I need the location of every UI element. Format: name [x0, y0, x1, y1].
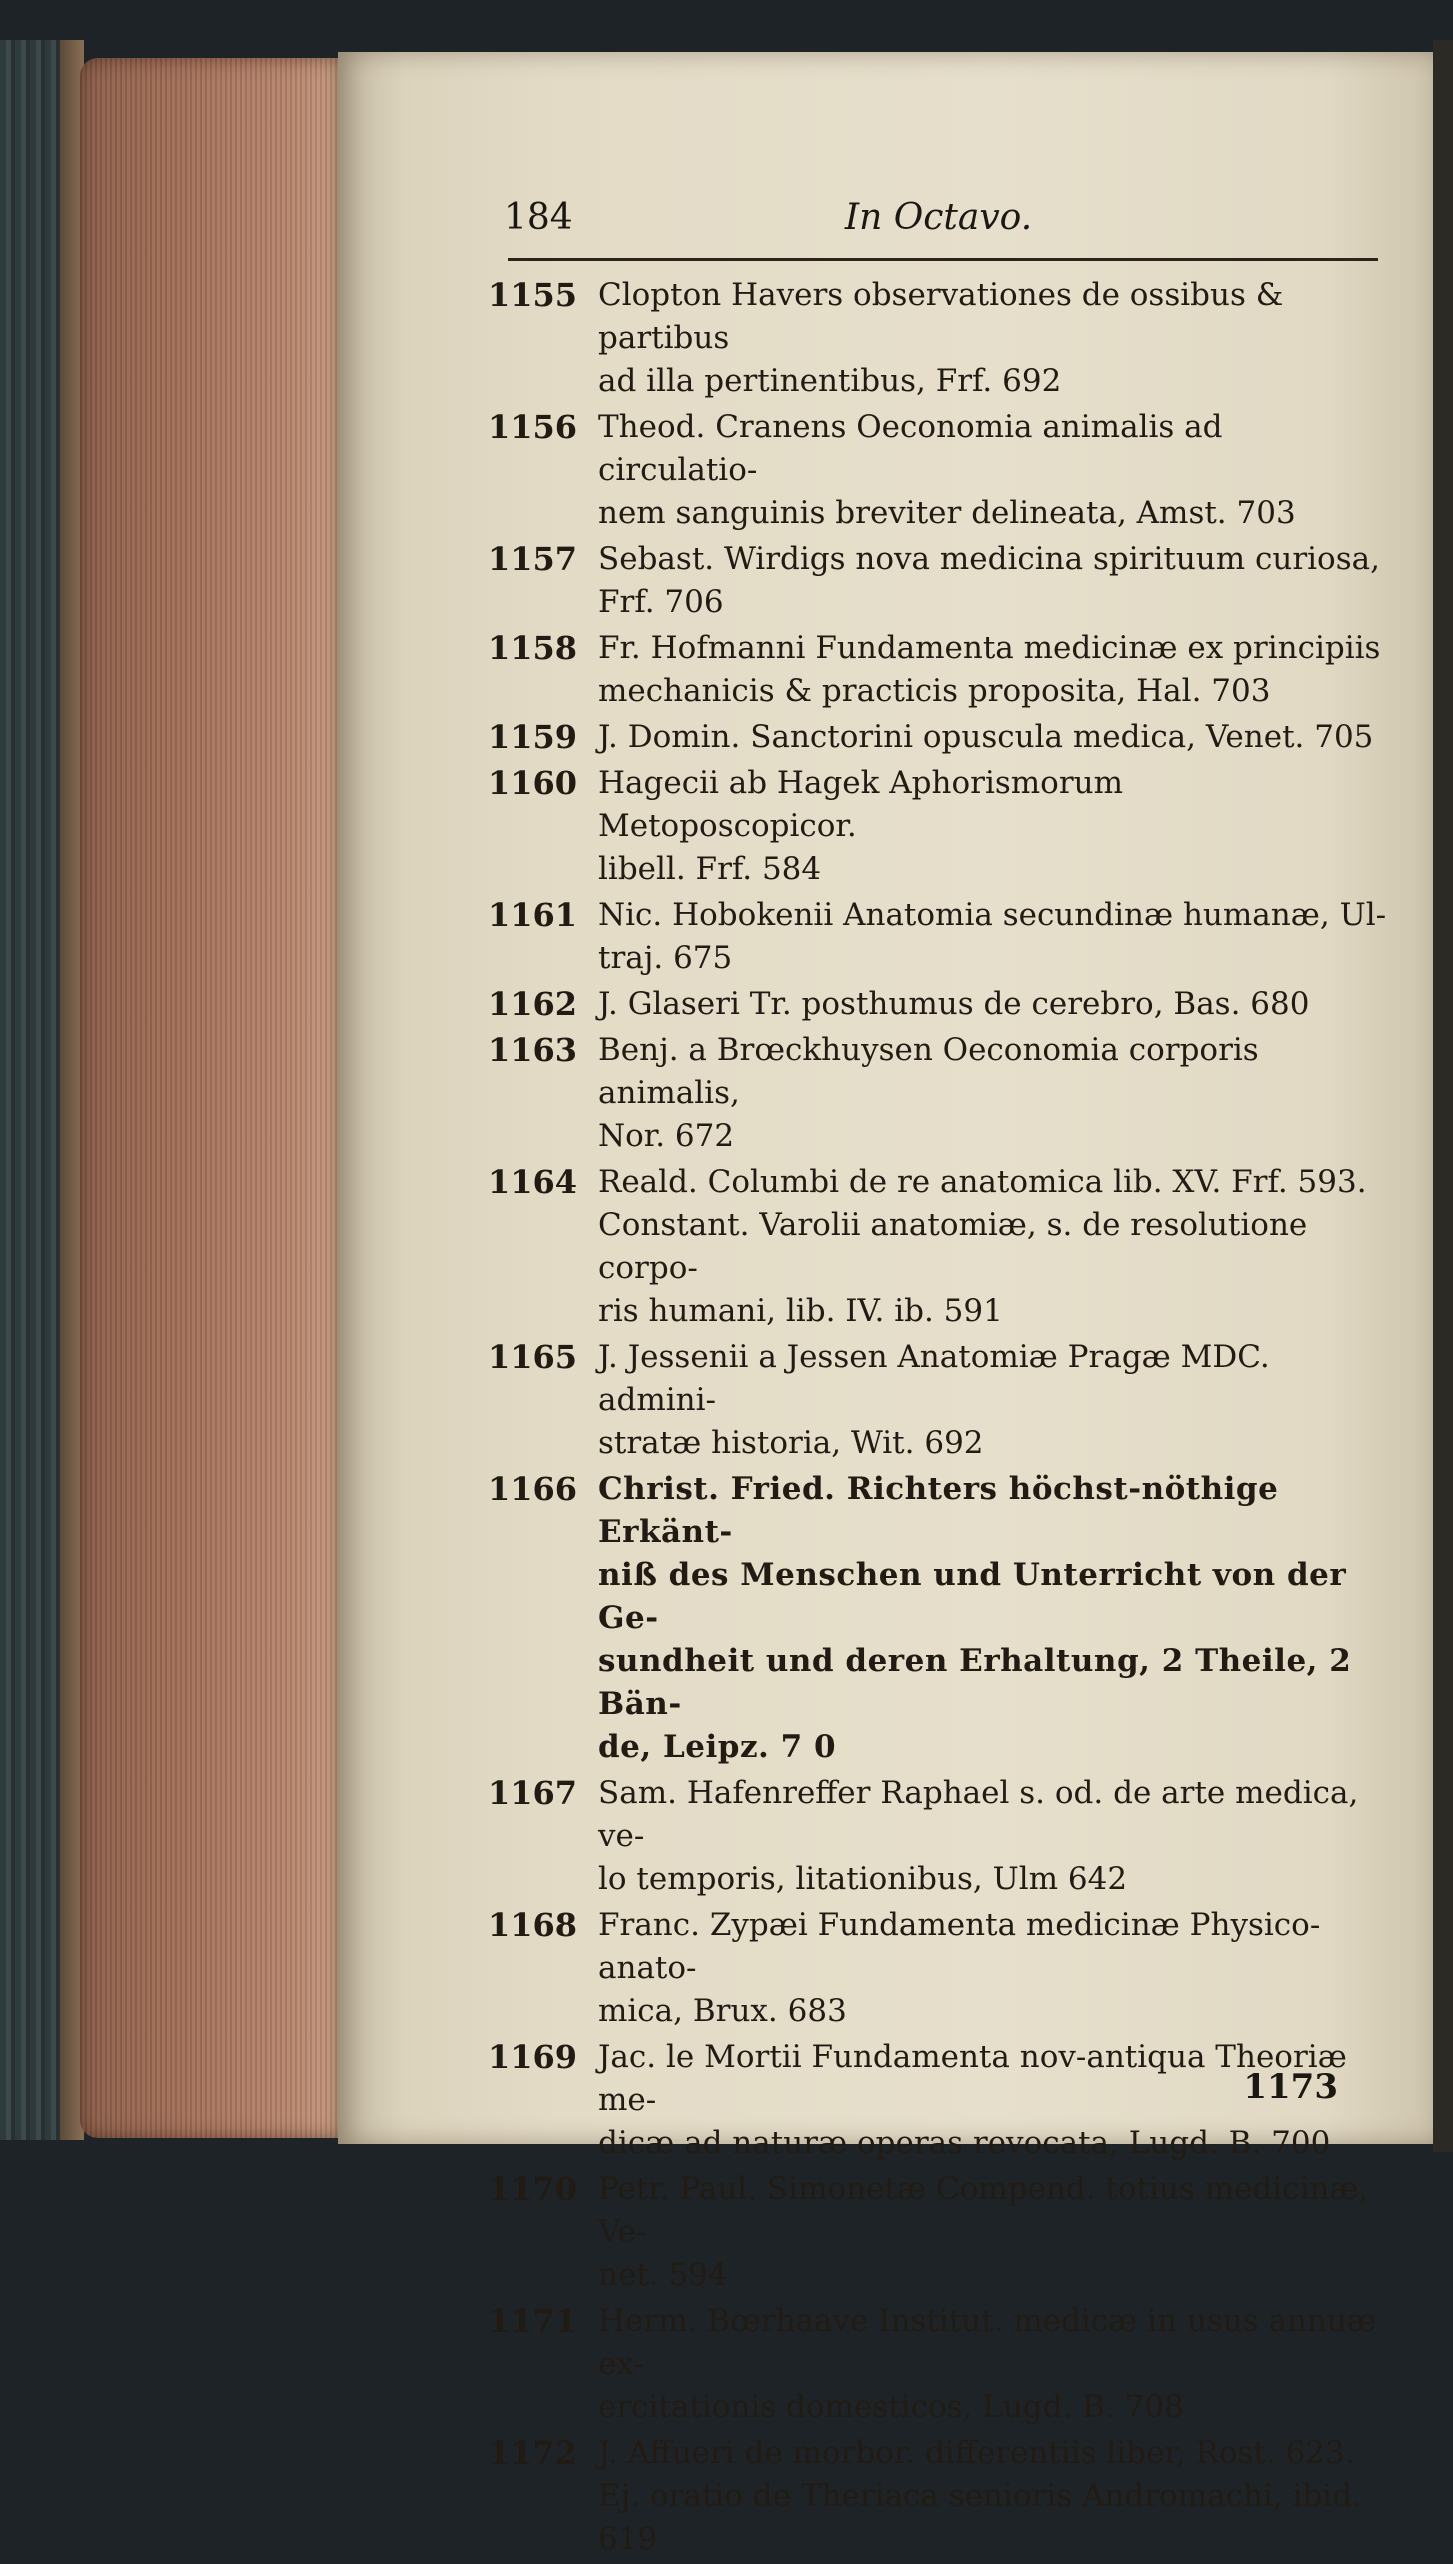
entry-number: 1155: [488, 276, 578, 314]
catalog-entry: [488, 716, 1388, 759]
page-number: 184: [504, 197, 573, 238]
page-header: [504, 197, 1373, 257]
entry-number: 1161: [488, 896, 578, 934]
catalog-entry: [488, 1772, 1388, 1901]
entry-number: 1168: [488, 1906, 578, 1944]
entry-text: Fr. Hofmanni Fundamenta medicinæ ex principiis mechanicis & practicis proposita, Hal. 703: [598, 630, 1381, 709]
entry-number: 1165: [488, 1338, 578, 1376]
entry-text: Clopton Havers observationes de ossibus & partibus ad illa pertinentibus, Frf. 692: [598, 277, 1284, 399]
catalog-entry: [488, 983, 1388, 1026]
entry-number: 1169: [488, 2038, 578, 2076]
entry-number: 1163: [488, 1031, 578, 1069]
catalog-entries: [488, 274, 1388, 2564]
entry-text: J. Glaseri Tr. posthumus de cerebro, Bas. 680: [598, 986, 1310, 1022]
entry-text: Franc. Zypæi Fundamenta medicinæ Physico-anato- mica, Brux. 683: [598, 1907, 1321, 2029]
entry-number: 1171: [488, 2302, 578, 2340]
entry-text: J. Affueri de morbor. differentiis liber, Rost. 623. Ej. oratio de Theriaca senioris Andromachi, ibid. 619: [598, 2435, 1362, 2557]
catalog-entry: [488, 1904, 1388, 2033]
running-head: In Octavo.: [844, 197, 1033, 238]
entry-number: 1164: [488, 1163, 578, 1201]
catalog-entry: [488, 762, 1388, 891]
catalog-entry: [488, 538, 1388, 624]
entry-number: 1167: [488, 1774, 578, 1812]
entry-number: 1166: [488, 1470, 578, 1508]
entry-number: 1159: [488, 718, 578, 756]
entry-number: 1162: [488, 985, 578, 1023]
entry-text: Hagecii ab Hagek Aphorismorum Metoposcopicor. libell. Frf. 584: [598, 765, 1124, 887]
catalog-entry: [488, 274, 1388, 403]
entry-number: 1170: [488, 2170, 578, 2208]
entry-text: Herm. Bœrhaave Institut. medicæ in usus annuæ ex- ercitationis domesticos, Lugd. B. 708: [598, 2303, 1376, 2425]
catalog-entry: [488, 406, 1388, 535]
entry-text: Benj. a Brœckhuysen Oeconomia corporis animalis, Nor. 672: [598, 1032, 1259, 1154]
book-page: [338, 52, 1433, 2557]
entry-text: Nic. Hobokenii Anatomia secundinæ humanæ, Ul- traj. 675: [598, 897, 1387, 976]
entry-text: J. Jessenii a Jessen Anatomiæ Pragæ MDC. admini- stratæ historia, Wit. 692: [598, 1339, 1270, 1461]
catalog-entry: [488, 2300, 1388, 2429]
entry-text: Sam. Hafenreffer Raphael s. od. de arte medica, ve- lo temporis, litationibus, Ulm 642: [598, 1775, 1359, 1897]
entry-number: 1172: [488, 2434, 578, 2472]
right-margin-strip: [1433, 40, 1453, 2152]
catalog-entry: [488, 1468, 1388, 1769]
catalog-entry: [488, 2432, 1388, 2561]
catalog-entry: [488, 627, 1388, 713]
entry-text: Sebast. Wirdigs nova medicina spirituum curiosa, Frf. 706: [598, 541, 1380, 620]
entry-text: Petr. Paul. Simonetæ Compend. totius medicinæ, Ve- net. 594: [598, 2171, 1369, 2293]
entry-number: 1156: [488, 408, 578, 446]
entry-number: 1157: [488, 540, 578, 578]
entry-number: 1160: [488, 764, 578, 802]
page-block-edge: [80, 58, 342, 2138]
catalog-entry: [488, 1336, 1388, 1465]
entry-number: 1158: [488, 629, 578, 667]
entry-text: Jac. le Mortii Fundamenta nov-antiqua Theoriæ me- dicæ ad naturæ operas revocata, Lugd. B. 700: [598, 2039, 1347, 2161]
entry-text: Theod. Cranens Oeconomia animalis ad circulatio- nem sanguinis breviter delineata, Amst. 703: [598, 409, 1296, 531]
catalog-entry: [488, 2168, 1388, 2297]
entry-text: Reald. Columbi de re anatomica lib. XV. Frf. 593. Constant. Varolii anatomiæ, s. de resolutione corpo- ris humani, lib. IV. ib. 591: [598, 1164, 1367, 1329]
entry-text: J. Domin. Sanctorini opuscula medica, Venet. 705: [598, 719, 1374, 755]
catalog-entry: [488, 1029, 1388, 1158]
header-rule: [508, 258, 1378, 261]
catalog-entry: [488, 894, 1388, 980]
catchword: 1173: [1243, 2067, 1338, 2107]
entry-text: Christ. Fried. Richters höchst-nöthige Erkänt- niß des Menschen und Unterricht von der Ge- sundheit und deren Erhaltung, 2 Theile, 2 Bän- de, Leipz. 7 0: [598, 1471, 1352, 1765]
catalog-entry: [488, 1161, 1388, 1333]
